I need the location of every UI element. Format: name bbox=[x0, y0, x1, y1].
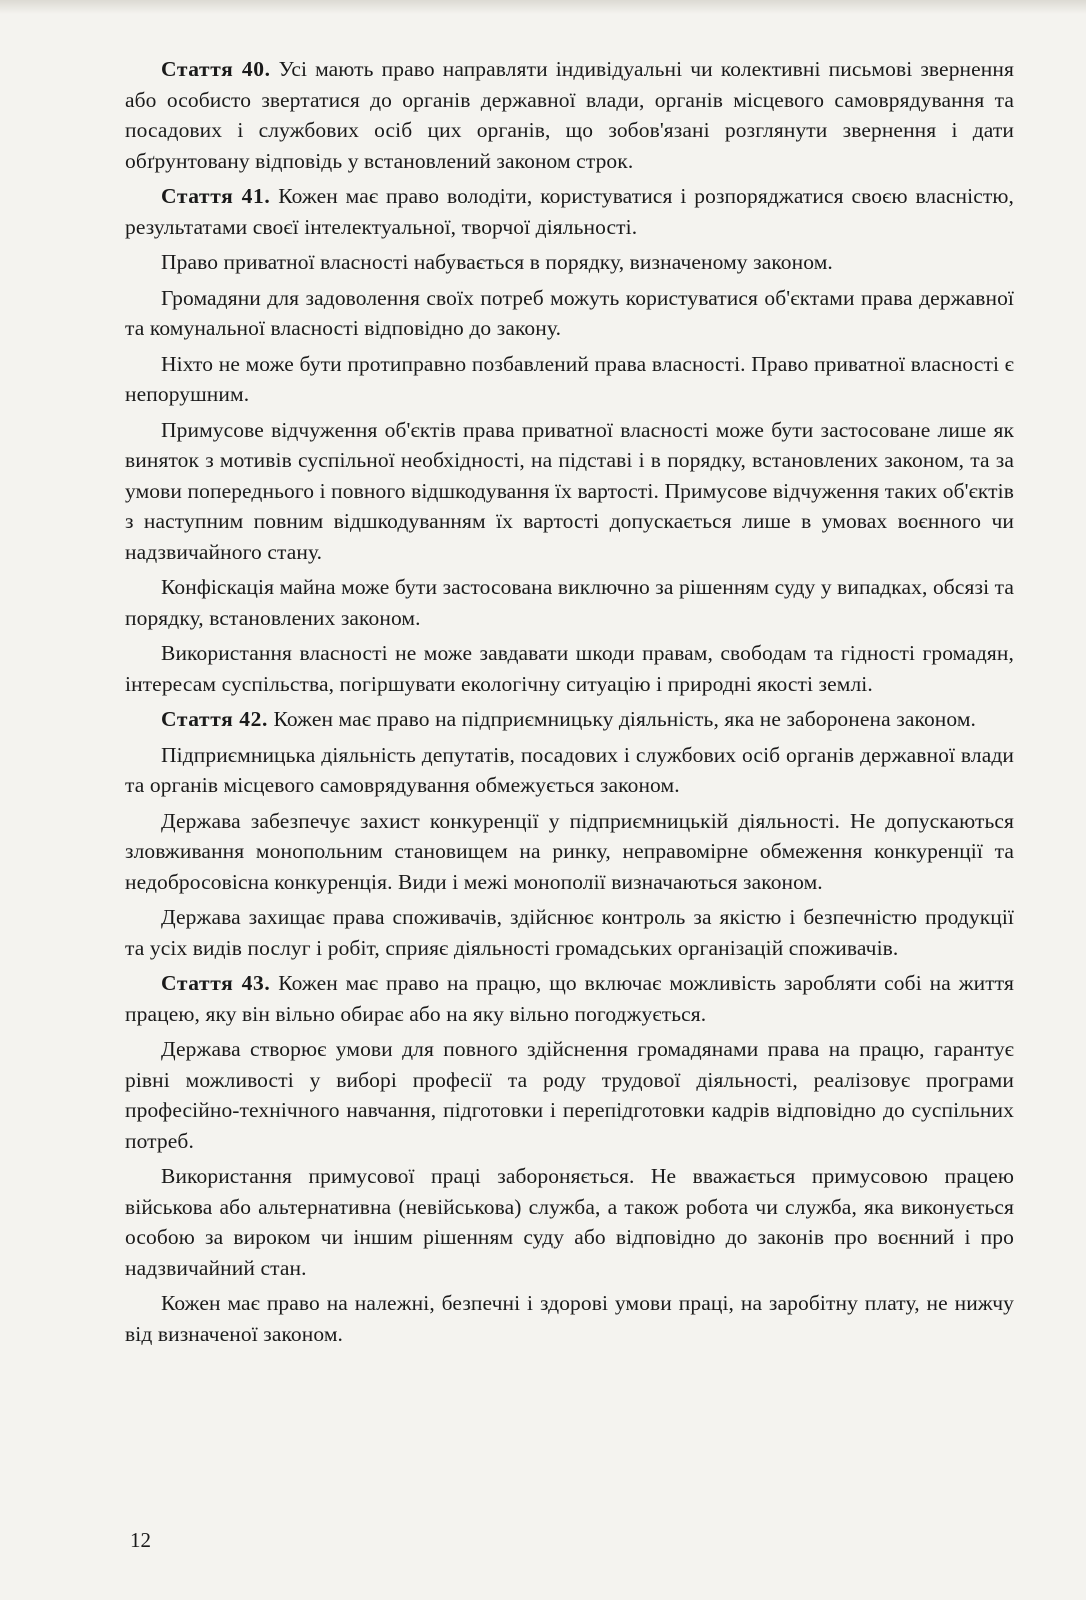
paragraph bbox=[125, 349, 1014, 410]
paragraph-article-40 bbox=[125, 54, 1014, 176]
paragraph bbox=[125, 902, 1014, 963]
paragraph-text: Кожен має право на працю, що включає можливість заробляти собі на життя працею, яку він вільно обирає або на яку вільно погоджується. bbox=[125, 971, 1014, 1026]
paragraph bbox=[125, 1034, 1014, 1156]
paragraph bbox=[125, 415, 1014, 568]
page-number: 12 bbox=[130, 1528, 151, 1552]
paragraph-text: Право приватної власності набувається в порядку, визначеному законом. bbox=[161, 250, 833, 274]
paragraph-text: Громадяни для задоволення своїх потреб можуть користуватися об'єктами права державної та комунальної власності відповідно до закону. bbox=[125, 285, 1014, 340]
paragraph bbox=[125, 1161, 1014, 1283]
paragraph-text: Підприємницька діяльність депутатів, посадових і службових осіб органів державної влади та органів місцевого самоврядування обмежується законом. bbox=[125, 742, 1014, 797]
paragraph-text: Держава захищає права споживачів, здійснює контроль за якістю і безпечністю продукції та усіх видів послуг і робіт, сприяє діяльності громадських організацій споживачів. bbox=[125, 905, 1014, 960]
paragraph bbox=[125, 572, 1014, 633]
paragraph-text: Усі мають право направляти індивідуальні чи колективні письмові звернення або особисто звертатися до органів державної влади, органів місцевого самоврядування та посадових і службових осіб цих органів, що зобов'язані розглянути звернення і дати обґрунтовану відповідь у встановлений законом строк. bbox=[125, 57, 1015, 173]
paragraph-article-43 bbox=[125, 968, 1014, 1029]
paragraph-article-42 bbox=[125, 704, 1014, 735]
paragraph-text: Кожен має право на підприємницьку діяльність, яка не заборонена законом. bbox=[267, 707, 977, 731]
paragraph bbox=[125, 740, 1014, 801]
paragraph-text: Держава забезпечує захист конкуренції у підприємницькій діяльності. Не допускаються зловживання монопольним становищем на ринку, неправомірне обмеження конкуренції та недобросовісна конкуренція. Види і межі монополії визначаються законом. bbox=[125, 808, 1014, 894]
article-label: Стаття 43. bbox=[161, 971, 271, 995]
paragraph bbox=[125, 806, 1014, 898]
body-text bbox=[125, 54, 1014, 1349]
article-label: Стаття 42. bbox=[161, 707, 268, 731]
paragraph-text: Використання примусової праці забороняється. Не вважається примусовою працею військова або альтернативна (невійськова) служба, а також робота чи служба, яка виконується особою за вироком чи іншим рішенням суду або відповідно до законів про воєнний і про надзвичайний стан. bbox=[125, 1164, 1014, 1280]
paragraph-text: Використання власності не може завдавати шкоди правам, свободам та гідності громадян, інтересам суспільства, погіршувати екологічну ситуацію і природні якості землі. bbox=[125, 641, 1014, 696]
paragraph-text: Ніхто не може бути протиправно позбавлений права власності. Право приватної власності є непорушним. bbox=[125, 351, 1014, 406]
paragraph-article-41 bbox=[125, 181, 1014, 242]
paragraph bbox=[125, 247, 1014, 278]
paragraph-text: Конфіскація майна може бути застосована виключно за рішенням суду у випадках, обсязі та порядку, встановлених законом. bbox=[125, 575, 1015, 630]
paragraph-text: Кожен має право на належні, безпечні і здорові умови праці, на заробітну плату, не нижчу від визначеної законом. bbox=[125, 1291, 1014, 1346]
paragraph bbox=[125, 283, 1014, 344]
article-label: Стаття 40. bbox=[161, 57, 271, 81]
paragraph bbox=[125, 638, 1014, 699]
paragraph-text: Кожен має право володіти, користуватися і розпоряджатися своєю власністю, результатами своєї інтелектуальної, творчої діяльності. bbox=[125, 184, 1014, 239]
paragraph-text: Примусове відчуження об'єктів права приватної власності може бути застосоване лише як виняток з мотивів суспільної необхідності, на підставі і в порядку, встановлених законом, та за умови попереднього і повного відшкодування їх вартості. Примусове відчуження таких об'єктів з наступним повним відшкодуванням їх вартості допускається лише в умовах воєнного чи надзвичайного стану. bbox=[125, 417, 1014, 564]
paragraph-text: Держава створює умови для повного здійснення громадянами права на працю, гарантує рівні можливості у виборі професії та роду трудової діяльності, реалізовує програми професійно-технічного навчання, підготовки і перепідготовки кадрів відповідно до суспільних потреб. bbox=[125, 1037, 1014, 1153]
article-label: Стаття 41. bbox=[161, 184, 271, 208]
scan-edge-shadow bbox=[0, 0, 1086, 14]
paragraph bbox=[125, 1288, 1014, 1349]
